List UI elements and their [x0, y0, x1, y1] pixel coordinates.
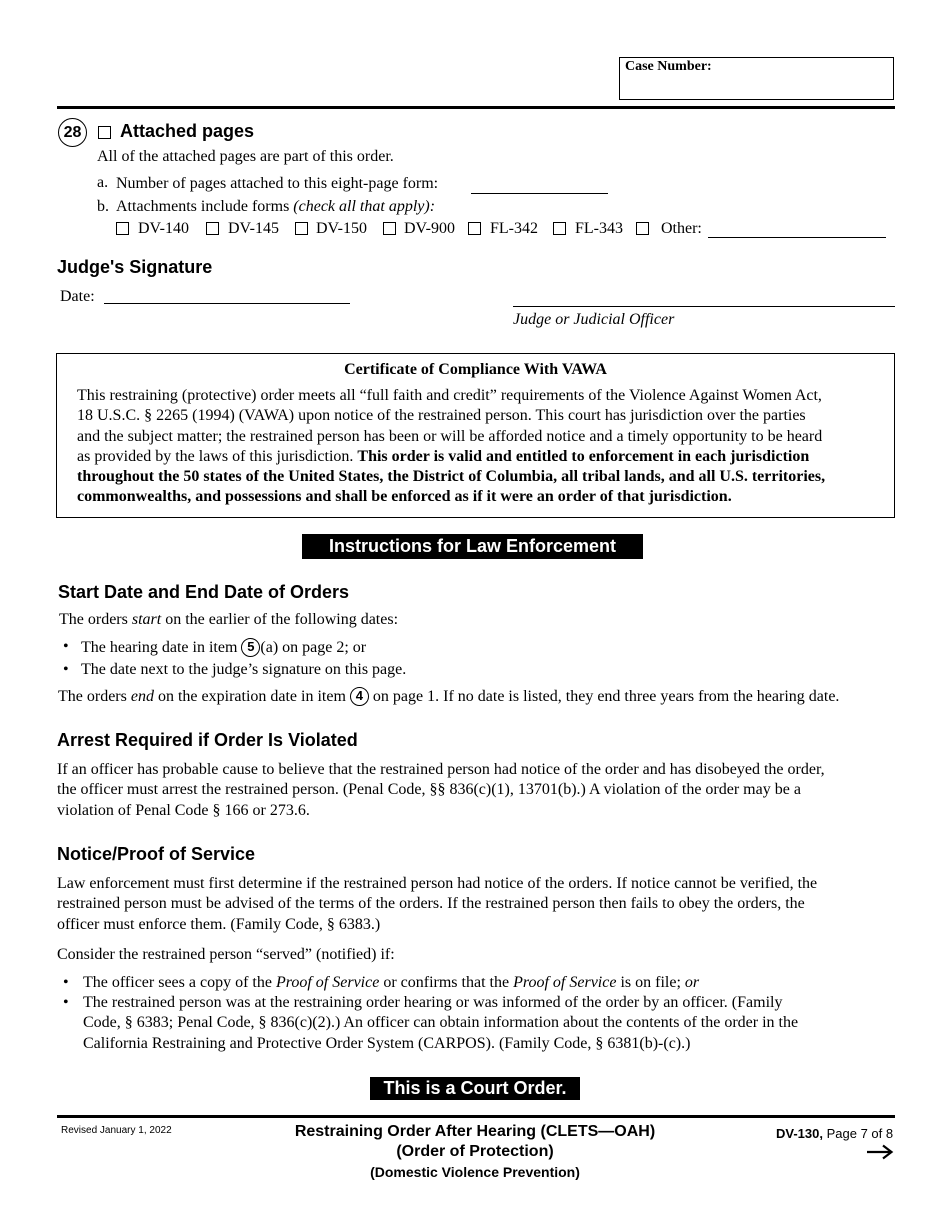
text-em: Proof of Service [275, 974, 380, 991]
page-text: Page 7 of 8 [822, 1126, 894, 1141]
vawa-line-text: as provided by the laws of this jurisdiction. [77, 447, 354, 465]
judge-caption: Judge or Judicial Officer [513, 311, 675, 328]
text: The orders [59, 611, 132, 628]
footer-title-2: (Order of Protection) [396, 1143, 554, 1160]
attached-pages-title: Attached pages [120, 121, 255, 141]
text: on page 1. If no date is listed, they end three years from the hearing date. [368, 688, 840, 705]
pages-attached-field[interactable] [471, 193, 608, 194]
revised-date: Revised January 1, 2022 [61, 1125, 172, 1136]
form-id: DV-130, [776, 1126, 823, 1141]
judge-signature-title: Judge's Signature [57, 257, 213, 277]
case-number-box[interactable] [619, 57, 894, 100]
arrest-line: the officer must arrest the restrained person. (Penal Code, §§ 836(c)(1), 13701(b).) A violation of the order may be a [57, 781, 801, 799]
form-dv900: DV-900 [404, 220, 455, 237]
form-fl342: FL-342 [490, 220, 538, 237]
vawa-line: and the subject matter; the restrained person has been or will be afforded notice and a timely opportunity to be heard [77, 427, 823, 445]
form-fl343: FL-343 [575, 220, 623, 237]
vawa-line: commonwealths, and possessions and shall be enforced as if it were an order of that jurisdiction. [77, 488, 732, 506]
text: The orders [58, 688, 131, 705]
notice-title: Notice/Proof of Service [57, 844, 256, 864]
judge-signature-line[interactable] [513, 306, 895, 307]
page-number [776, 1126, 893, 1141]
item-b-letter: b. [97, 198, 109, 215]
notice-line: Law enforcement must first determine if the restrained person had notice of the orders. If notice cannot be verified, the [57, 875, 818, 892]
notice-bullet-line: The restrained person was at the restraining order hearing or was informed of the order by an officer. (Family [83, 994, 783, 1011]
form-dv150: DV-150 [316, 220, 367, 237]
text: on the earlier of the following dates: [161, 611, 399, 628]
vawa-title: Certificate of Compliance With VAWA [344, 361, 607, 378]
text-em: start [131, 611, 162, 628]
notice-bullet-2 [83, 993, 798, 1054]
notice-paragraph [57, 874, 817, 935]
instructions-banner: Instructions for Law Enforcement [302, 534, 643, 559]
item-number-4: 4 [350, 687, 369, 706]
bullet-dot: • [63, 661, 69, 678]
dv145-checkbox[interactable] [206, 222, 219, 235]
vawa-line [77, 447, 877, 467]
notice-line: restrained person must be advised of the terms of the orders. If the restrained person then fails to obey the orders, the [57, 895, 805, 913]
notice-bullet-line: California Restraining and Protective Order System (CARPOS). (Family Code, § 6381(b)-(c).) [83, 1034, 691, 1052]
attached-pages-checkbox[interactable] [98, 126, 111, 139]
attached-pages-intro: All of the attached pages are part of this order. [97, 148, 394, 165]
notice-bullet-line: Code, § 6383; Penal Code, § 836(c)(2).) An officer can obtain information about the contents of the order in the [83, 1014, 799, 1032]
item-number-5: 5 [241, 638, 260, 657]
footer-title-1: Restraining Order After Hearing (CLETS—OAH) [294, 1123, 656, 1140]
vawa-body [77, 386, 877, 508]
text: The hearing date in item [81, 639, 242, 656]
signature-date-field[interactable] [104, 303, 350, 304]
text: (a) on page 2; or [260, 639, 367, 656]
start-intro [59, 610, 398, 630]
text: or confirms that the [379, 974, 514, 991]
text: is on file; [616, 974, 685, 991]
vawa-line: throughout the 50 states of the United States, the District of Columbia, all tribal lands, and all U.S. territories, [77, 468, 826, 486]
other-form-field[interactable] [708, 237, 886, 238]
other-checkbox[interactable] [636, 222, 649, 235]
item-b-label: Attachments include forms [116, 198, 290, 215]
text-em: end [130, 688, 154, 705]
start-end-title: Start Date and End Date of Orders [58, 582, 350, 602]
form-other-label: Other: [661, 220, 702, 237]
date-label: Date: [60, 288, 95, 305]
text-em: Proof of Service [513, 974, 617, 991]
arrest-title: Arrest Required if Order Is Violated [57, 730, 358, 750]
footer-rule [57, 1115, 895, 1118]
arrest-line: violation of Penal Code § 166 or 273.6. [57, 801, 310, 819]
vawa-line-bold: This order is valid and entitled to enforcement in each jurisdiction [357, 447, 810, 465]
dv900-checkbox[interactable] [383, 222, 396, 235]
header-rule [57, 106, 895, 109]
item-a-text: Number of pages attached to this eight-page form: [116, 175, 439, 192]
bullet-dot: • [63, 974, 69, 991]
fl342-checkbox[interactable] [468, 222, 481, 235]
court-order-banner: This is a Court Order. [370, 1077, 580, 1100]
item-a-letter: a. [97, 174, 109, 191]
arrest-paragraph [57, 760, 825, 821]
text: on the expiration date in item [153, 688, 350, 705]
item-b-note: (check all that apply): [293, 198, 436, 215]
form-dv145: DV-145 [228, 220, 279, 237]
case-number-label: Case Number: [625, 59, 712, 74]
end-text [58, 687, 839, 707]
notice-bullet-1 [83, 973, 699, 993]
vawa-line: This restraining (protective) order meets all “full faith and credit” requirements of the Violence Against Women Act, [77, 387, 822, 404]
vawa-line: 18 U.S.C. § 2265 (1994) (VAWA) upon notice of the restrained person. This court has jurisdiction over the parties [77, 407, 806, 425]
vawa-certificate-box [56, 353, 895, 518]
dv150-checkbox[interactable] [295, 222, 308, 235]
arrest-line: If an officer has probable cause to believe that the restrained person had notice of the order and has disobeyed the order, [57, 761, 825, 778]
item-b-text [116, 197, 435, 217]
text-em: or [684, 974, 700, 991]
arrow-right-icon[interactable] [866, 1144, 894, 1160]
item-number-28: 28 [58, 118, 87, 147]
form-dv140: DV-140 [138, 220, 189, 237]
footer-title-3: (Domestic Violence Prevention) [370, 1164, 580, 1180]
fl343-checkbox[interactable] [553, 222, 566, 235]
bullet-dot: • [63, 638, 69, 655]
start-bullet-2: The date next to the judge’s signature on this page. [81, 661, 407, 678]
text: The officer sees a copy of the [83, 974, 276, 991]
dv140-checkbox[interactable] [116, 222, 129, 235]
notice-line: officer must enforce them. (Family Code, § 6383.) [57, 915, 381, 933]
start-bullet-1 [81, 638, 366, 658]
bullet-dot: • [63, 994, 69, 1011]
consider-text: Consider the restrained person “served” (notified) if: [57, 946, 395, 963]
